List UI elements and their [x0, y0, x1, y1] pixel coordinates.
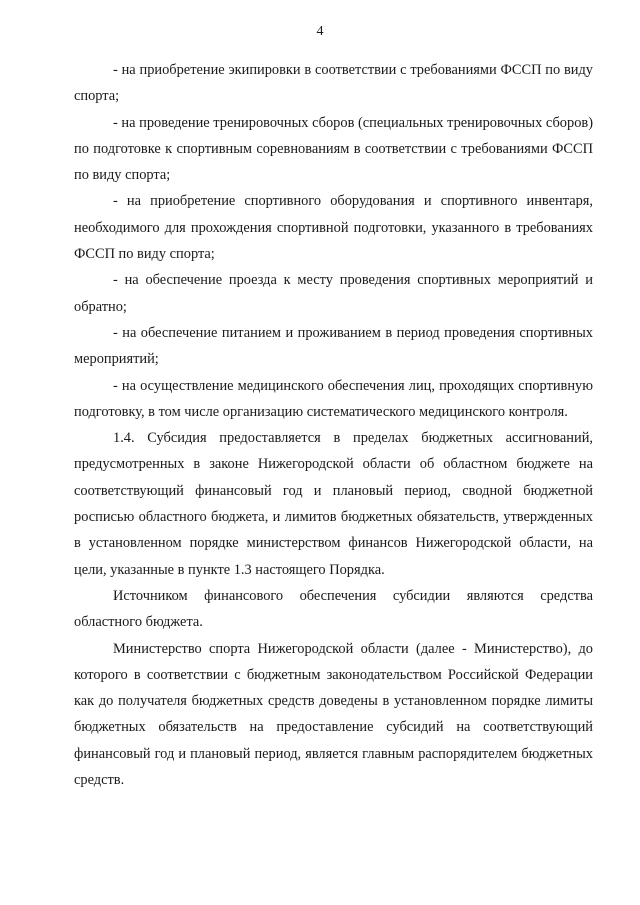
paragraph-funding-source: Источником финансового обеспечения субсидии являются средства областного бюджета. — [74, 587, 593, 631]
list-item-sports-inventory: - на приобретение спортивного оборудования и спортивного инвентаря, необходимого для прохождения спортивной подготовки, указанного в требованиях ФССП по виду спорта; — [74, 193, 593, 263]
list-item-training-camps: - на проведение тренировочных сборов (специальных тренировочных сборов) по подготовке к спортивным соревнованиям в соответствии с требованиями ФССП по виду спорта; — [74, 114, 593, 184]
list-item-medical-support: - на осуществление медицинского обеспечения лиц, проходящих спортивную подготовку, в том числе организацию систематического медицинского контроля. — [74, 377, 593, 420]
list-item-travel: - на обеспечение проезда к месту проведения спортивных мероприятий и обратно; — [74, 272, 593, 315]
paragraph-1-4-subsidy: 1.4. Субсидия предоставляется в пределах бюджетных ассигнований, предусмотренных в законе Нижегородской области об областном бюджете на соответствующий финансовый год и плановый период, сводной бюджетной росписью областного бюджета, и лимитов бюджетных обязательств, утвержденных в установленном порядке министерством финансов Нижегородской области, на цели, указанные в пункте 1.3 настоящего Порядка. — [74, 430, 593, 578]
page-number: 4 — [316, 24, 324, 39]
paragraph-ministry: Министерство спорта Нижегородской области (далее - Министерство), до которого в соответствии с бюджетным законодательством Российской Федерации как до получателя бюджетных средств доведены в установленном порядке лимиты бюджетных обязательств на предоставление субсидий на соответствующий финансовый год и плановый период, является главным распорядителем бюджетных средств. — [74, 640, 593, 789]
list-item-meals-accommodation: - на обеспечение питанием и проживанием в период проведения спортивных мероприятий; — [74, 324, 593, 368]
list-item-equipment: - на приобретение экипировки в соответствии с требованиями ФССП по виду спорта; — [74, 62, 593, 105]
document-body — [74, 57, 593, 793]
